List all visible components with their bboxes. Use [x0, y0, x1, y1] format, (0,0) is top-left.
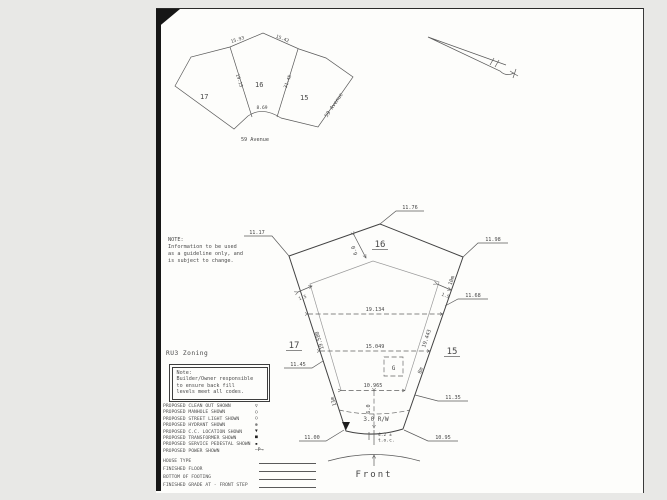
legend-label: PROPOSED STREET LIGHT SHOWN — [163, 416, 240, 422]
right-of-way-line — [339, 410, 410, 414]
note-title: NOTE: — [168, 237, 184, 243]
fill-in-line — [259, 487, 316, 488]
elev-left-mid: 11.45 — [290, 362, 306, 368]
builder-note-inner — [172, 367, 268, 400]
right-of-way-label: 3.0 R/W — [363, 416, 389, 423]
legend-blank-item — [163, 458, 323, 466]
edge-right-upper: 10m — [447, 275, 457, 287]
key-map-dim-top-left: 15.93 — [230, 36, 246, 46]
legend-blank-item — [163, 466, 323, 474]
legend-item — [163, 449, 323, 455]
cc-location-icon: ▼ — [255, 429, 258, 435]
legend-blank-item — [163, 474, 323, 482]
key-map-dim-divider-left: 19.15 — [233, 73, 243, 89]
fill-in-line — [259, 471, 316, 472]
service-pedestal-icon: ▪ — [255, 441, 258, 447]
key-map — [175, 33, 353, 143]
hydrant-icon: ⊕ — [255, 422, 258, 428]
elev-front-left: 11.00 — [304, 435, 320, 441]
curb-dim: 4.2 ± — [378, 433, 392, 438]
power-icon: –P⟶ — [255, 448, 264, 454]
dim-rear-setback: 6.0 — [350, 244, 360, 256]
manhole-icon: ○ — [255, 409, 258, 415]
north-arrow-icon — [428, 37, 518, 78]
dim-side-left: 1.5 — [298, 294, 308, 303]
elev-right-low: 11.35 — [445, 395, 461, 401]
legend-label: FINISHED FLOOR — [163, 467, 203, 473]
lot-17-label: 17 — [288, 341, 300, 351]
street-label-right: 59 Avenue — [323, 92, 345, 119]
guideline-note — [168, 237, 254, 265]
lot-boundary — [289, 224, 463, 434]
key-map-lot-15: 15 — [300, 94, 309, 102]
legend-label: FINISHED GRADE AT - FRONT STEP — [163, 483, 248, 489]
front-label: Front — [355, 470, 393, 480]
note-line: as a guideline only, and — [168, 251, 243, 257]
lot-16-label: 16 — [374, 240, 386, 250]
clean-out-icon: ▽ — [255, 403, 258, 409]
leader-elev-top — [380, 211, 424, 224]
zoning-label: RU3 Zoning — [166, 350, 209, 357]
key-map-dim-front: 8.69 — [256, 106, 268, 111]
builder-note-line: levels meet all codes. — [176, 389, 244, 396]
legend-label: PROPOSED SERVICE PEDESTAL SHOWN — [163, 442, 251, 448]
elev-right-mid: 11.68 — [465, 293, 481, 299]
fill-in-line — [259, 463, 316, 464]
legend-label: PROPOSED POWER SHOWN — [163, 448, 220, 454]
legend-label: PROPOSED HYDRANT SHOWN — [163, 423, 226, 429]
legend — [163, 404, 323, 490]
elev-front-right: 10.95 — [435, 435, 451, 441]
dim-front-depth: 6.0 — [366, 404, 372, 414]
key-map-dim-divider-right: 31.45 — [283, 74, 294, 90]
edge-right-lower: 8m — [417, 366, 425, 375]
builder-note-line: Note: — [176, 369, 192, 376]
street-label-bottom: 59 Avenue — [240, 137, 270, 143]
curb-ref: t.o.c. — [378, 438, 395, 444]
dim-width-upper: 19.134 — [365, 307, 385, 313]
leader-elev-right-mid — [445, 299, 488, 306]
leader-elev-right — [463, 243, 508, 257]
key-map-dim-top-right: 15.42 — [274, 34, 290, 45]
legend-label: PROPOSED TRANSFORMER SHOWN — [163, 435, 237, 441]
note-line: is subject to change. — [168, 258, 234, 264]
lot-15-label: 15 — [446, 347, 458, 357]
legend-label: PROPOSED MANHOLE SHOWN — [163, 410, 226, 416]
legend-label: HOUSE TYPE — [163, 459, 192, 465]
legend-label: BOTTOM OF FOOTING — [163, 475, 211, 481]
edge-left: 13m — [329, 395, 339, 407]
transformer-icon: ■ — [255, 435, 258, 441]
dim-depth-left: 19.580 — [314, 330, 326, 351]
legend-label: PROPOSED C.C. LOCATION SHOWN — [163, 429, 243, 435]
key-map-lot-17: 17 — [200, 93, 209, 101]
dim-depth-right: 19.443 — [421, 328, 433, 349]
elev-top: 11.76 — [402, 205, 418, 211]
key-map-lot-16: 16 — [255, 81, 264, 89]
elev-right: 11.98 — [485, 237, 501, 243]
builder-note-line: Builder/Owner responsible — [176, 376, 254, 383]
garage-label: G — [391, 365, 396, 372]
dim-side-right: 1.5 — [440, 292, 450, 301]
builder-note-line: to ensure back fill — [176, 382, 235, 389]
dim-width-mid: 15.049 — [365, 344, 385, 350]
builder-note-box — [169, 364, 270, 402]
dim-width-lower: 10.965 — [363, 383, 383, 389]
cc-location-marker-icon — [342, 422, 350, 430]
plot-plan-sheet — [156, 8, 644, 493]
street-light-icon: ○ — [255, 416, 258, 422]
note-line: Information to be used — [168, 244, 237, 250]
legend-label: PROPOSED CLEAN OUT SHOWN — [163, 404, 231, 409]
fill-in-line — [259, 479, 316, 480]
legend-blank-item — [163, 482, 323, 490]
elev-left: 11.17 — [249, 230, 265, 236]
